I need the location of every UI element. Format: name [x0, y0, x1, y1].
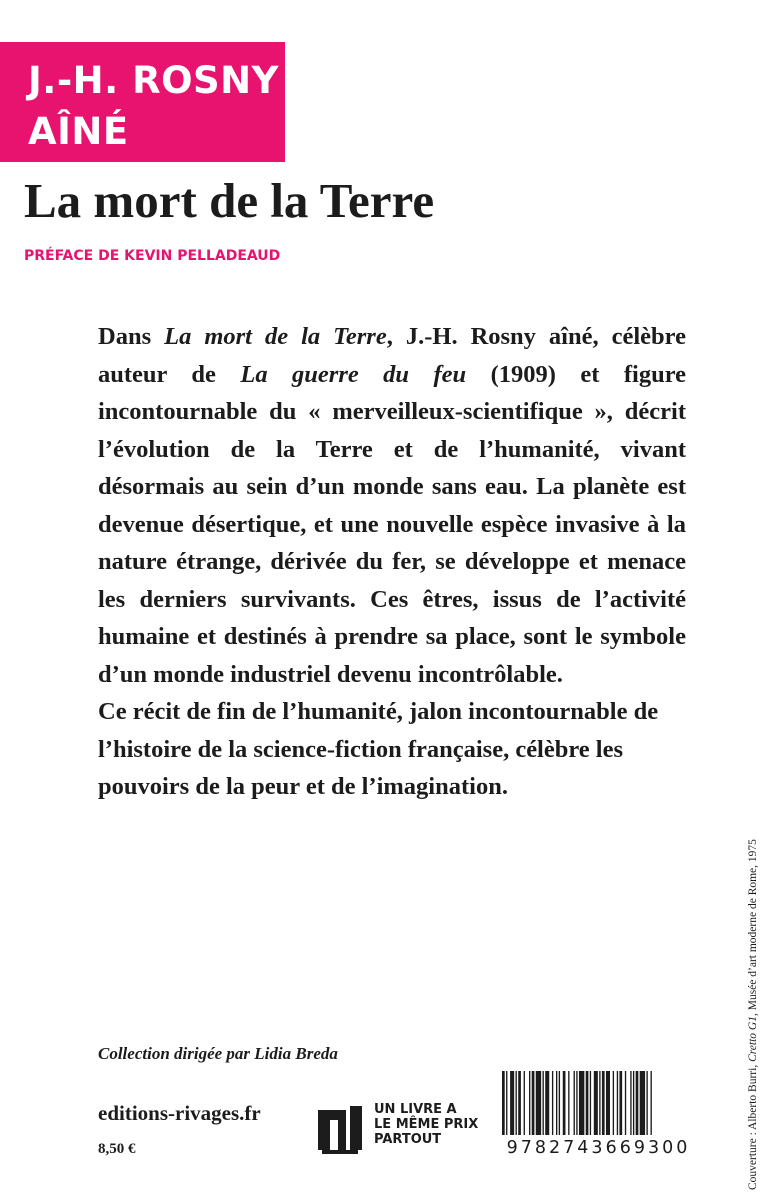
- barcode-bar: [563, 1071, 566, 1135]
- barcode-bar: [630, 1071, 631, 1135]
- barcode-bar: [602, 1071, 605, 1135]
- barcode-bar: [613, 1071, 614, 1135]
- credit-segment: Cretto G1: [747, 1016, 759, 1062]
- blurb-p1-segment: (1909) et figure incontournable du « merveilleux-scientifique », décrit l’évolution de la Terre et de l’humanité, vivant désormais au sein d’un monde sans eau. La planète est devenue désertique, et une nouvelle espèce invasive à la nature étrange, dérivée du fer, se développe et menace les derniers survivants. Ces êtres, issus de l’activité humaine et destinés à prendre sa place, sont le symbole d’un monde industriel devenu incontrôlable.: [98, 360, 687, 688]
- barcode-bar: [510, 1071, 514, 1135]
- barcode-bar: [594, 1071, 598, 1135]
- barcode-bar: [536, 1071, 541, 1135]
- blurb-p1-segment: Dans: [98, 323, 165, 350]
- author-name-line-1: J.-H. ROSNY: [28, 59, 279, 102]
- blurb-paragraph-1: [98, 318, 686, 693]
- collection-editor: Collection dirigée par Lidia Breda: [98, 1044, 338, 1063]
- barcode-bar: [586, 1071, 589, 1135]
- preface-credit: PRÉFACE DE KEVIN PELLADEAUD: [24, 248, 281, 264]
- blurb-paragraph-2: Ce récit de fin de l’humanité, jalon incontournable de l’histoire de la science-fiction française, célèbre les pouvoirs de la peur et de l’imagination.: [98, 698, 659, 800]
- credit-segment: , Musée d’art moderne de Rome, 1975: [747, 839, 759, 1017]
- barcode-bar: [559, 1071, 560, 1135]
- barcode-bar: [545, 1071, 549, 1135]
- isbn-number: 9782743669300: [506, 1138, 691, 1158]
- prix-unique-line-1: UN LIVRE A: [374, 1102, 457, 1117]
- barcode-bar: [633, 1071, 634, 1135]
- publisher-website: editions-rivages.fr: [98, 1101, 261, 1125]
- barcode-bar: [502, 1071, 505, 1135]
- blurb-p1-segment: La guerre du feu: [240, 360, 467, 388]
- barcode-bar: [651, 1071, 652, 1135]
- barcode-bar: [590, 1071, 591, 1135]
- barcode-bar: [625, 1071, 626, 1135]
- barcode-bar: [556, 1071, 557, 1135]
- barcode-bar: [574, 1071, 575, 1135]
- barcode-bar: [529, 1071, 530, 1135]
- prix-unique-text: [374, 1102, 478, 1147]
- isbn-barcode: [496, 1065, 701, 1165]
- barcode-bar: [646, 1071, 647, 1135]
- prix-unique-line-3: PARTOUT: [374, 1132, 442, 1147]
- cover-credit: [747, 839, 759, 1190]
- blurb-p1-segment: , J.-H. Rosny aîné, célèbre auteur de: [98, 323, 686, 388]
- barcode-bar: [599, 1071, 600, 1135]
- barcode-bar: [518, 1071, 521, 1135]
- price: 8,50 €: [98, 1141, 136, 1157]
- barcode-bar: [552, 1071, 553, 1135]
- blurb: [98, 318, 686, 806]
- barcode-bar: [617, 1071, 618, 1135]
- barcode-bar: [532, 1071, 535, 1135]
- barcode-bar: [636, 1071, 639, 1135]
- barcode-bar: [619, 1071, 622, 1135]
- barcode-bar: [576, 1071, 577, 1135]
- barcode-bar: [543, 1071, 544, 1135]
- book-title: La mort de la Terre: [24, 173, 435, 228]
- barcode-bar: [506, 1071, 507, 1135]
- prix-unique-line-2: LE MÊME PRIX: [374, 1117, 479, 1132]
- barcode-bar: [606, 1071, 610, 1135]
- blurb-p1-segment: La mort de la Terre: [164, 323, 387, 350]
- barcode-bars: [502, 1071, 695, 1135]
- barcode-bar: [640, 1071, 645, 1135]
- barcode-bar: [568, 1071, 569, 1135]
- barcode-bar: [579, 1071, 584, 1135]
- livre-prix-unique-logo: [316, 1104, 366, 1156]
- author-name-line-2: AÎNÉ: [28, 110, 129, 153]
- credit-segment: Couverture : Alberto Burri,: [747, 1061, 759, 1190]
- barcode-bar: [524, 1071, 525, 1135]
- barcode-bar: [516, 1071, 517, 1135]
